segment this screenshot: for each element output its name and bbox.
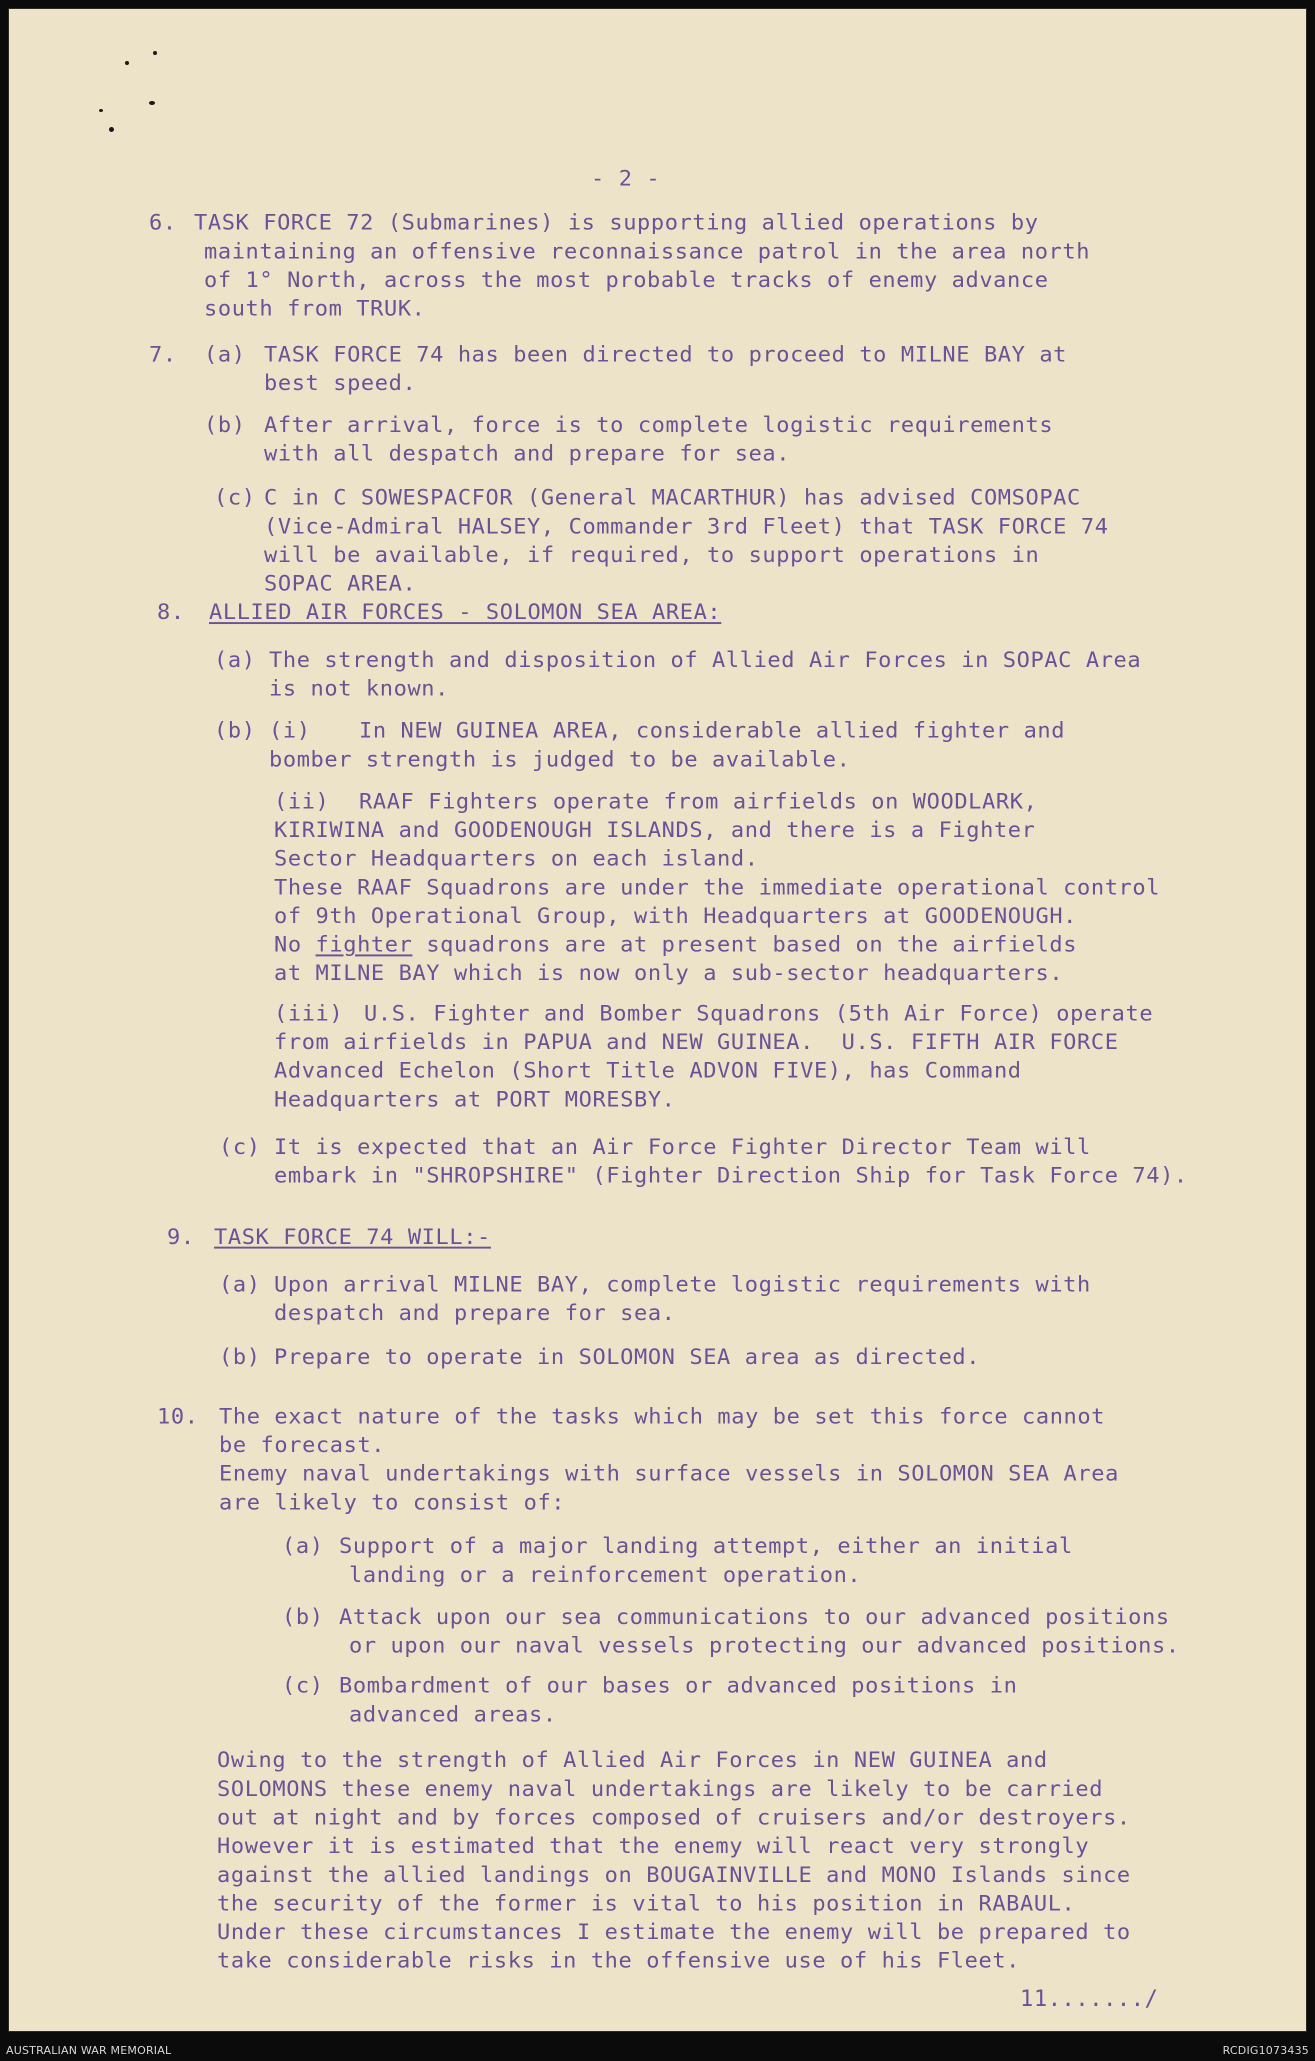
para-7c-line: SOPAC AREA. (264, 572, 417, 597)
para-8b-iii-label: (iii) (274, 1002, 344, 1027)
para-10-number: 10. (157, 1405, 199, 1430)
para-10-closing-line: against the allied landings on BOUGAINVILLE and MONO Islands since (217, 1863, 1131, 1888)
para-7c-line: will be available, if required, to support operations in (264, 543, 1040, 568)
punch-mark (109, 127, 114, 132)
para-7a-label: (a) (204, 343, 246, 368)
para-10c-line: advanced areas. (349, 1703, 557, 1728)
para-7a-line: best speed. (264, 371, 417, 396)
underlined-word: fighter (315, 933, 413, 958)
para-8b-label: (b) (214, 719, 256, 744)
para-10b-line: Attack upon our sea communications to our advanced positions (339, 1605, 1170, 1630)
para-9b-line: Prepare to operate in SOLOMON SEA area as directed. (274, 1346, 981, 1370)
punch-mark (153, 51, 157, 55)
para-8a-label: (a) (214, 648, 256, 673)
para-10-line: The exact nature of the tasks which may be set this force cannot (219, 1405, 1106, 1430)
para-10a-line: Support of a major landing attempt, either an initial (339, 1535, 1073, 1559)
para-8a-line: is not known. (269, 677, 449, 702)
para-8b-ii-line: at MILNE BAY which is now only a sub-sector headquarters. (274, 962, 1064, 986)
para-8b-iii-line: Advanced Echelon (Short Title ADVON FIVE), has Command (274, 1059, 1022, 1084)
para-6-line: south from TRUK. (204, 297, 426, 322)
para-9-heading: TASK FORCE 74 WILL:- (214, 1225, 491, 1250)
para-10-closing-line: Under these circumstances I estimate the enemy will be prepared to (217, 1920, 1131, 1945)
para-10c-line: Bombardment of our bases or advanced positions in (339, 1674, 1018, 1699)
para-7c-label: (c) (214, 486, 256, 511)
para-10a-label: (a) (282, 1535, 324, 1559)
para-9a-line: Upon arrival MILNE BAY, complete logistic requirements with (274, 1273, 1091, 1298)
para-9-number: 9. (167, 1225, 195, 1250)
para-8b-ii-line: RAAF Fighters operate from airfields on WOODLARK, (359, 790, 1038, 815)
para-10-line: are likely to consist of: (219, 1491, 566, 1516)
para-8-number: 8. (157, 601, 185, 625)
para-10-closing-line: SOLOMONS these enemy naval undertakings are likely to be carried (217, 1777, 1104, 1802)
page-number: - 2 - (591, 167, 661, 192)
para-7b-label: (b) (204, 413, 246, 438)
para-9a-line: despatch and prepare for sea. (274, 1302, 676, 1326)
para-10-line: Enemy naval undertakings with surface vessels in SOLOMON SEA Area (219, 1462, 1119, 1487)
footer-record-id: RCDIG1073435 (1222, 2044, 1309, 2057)
para-7b-line: with all despatch and prepare for sea. (264, 442, 791, 467)
para-8b-iii-line: U.S. Fighter and Bomber Squadrons (5th Air Force) operate (364, 1002, 1154, 1027)
para-9b-label: (b) (219, 1346, 261, 1370)
para-8c-line: embark in "SHROPSHIRE" (Fighter Direction Ship for Task Force 74). (274, 1164, 1188, 1189)
para-10-line: be forecast. (219, 1433, 386, 1458)
para-10c-label: (c) (282, 1674, 324, 1699)
para-10-closing-line: the security of the former is vital to his position in RABAUL. (217, 1892, 1076, 1917)
para-7a-line: TASK FORCE 74 has been directed to proceed to MILNE BAY at (264, 343, 1068, 368)
para-8b-i-line: bomber strength is judged to be available. (269, 748, 851, 773)
para-10a-line: landing or a reinforcement operation. (349, 1563, 862, 1588)
para-6-line: TASK FORCE 72 (Submarines) is supporting allied operations by (194, 211, 1039, 236)
para-8a-line: The strength and disposition of Allied Air Forces in SOPAC Area (269, 648, 1142, 673)
para-8b-ii-line (274, 932, 1077, 961)
para-10-closing-line: However it is estimated that the enemy will react very strongly (217, 1834, 1090, 1859)
footer-institution: AUSTRALIAN WAR MEMORIAL (6, 2044, 172, 2057)
punch-mark (125, 61, 129, 65)
para-7b-line: After arrival, force is to complete logistic requirements (264, 413, 1054, 438)
para-8b-ii-line: Sector Headquarters on each island. (274, 847, 759, 872)
para-10-closing-line: take considerable risks in the offensive use of his Fleet. (217, 1949, 1021, 1974)
para-10-closing-line: Owing to the strength of Allied Air Forces in NEW GUINEA and (217, 1749, 1048, 1773)
para-8b-i-label: (i) (269, 719, 311, 744)
para-8b-ii-line-end: squadrons are at present based on the airfields (412, 933, 1078, 958)
para-10b-line: or upon our naval vessels protecting our advanced positions. (349, 1634, 1180, 1659)
para-8b-ii-line: These RAAF Squadrons are under the immediate operational control (274, 876, 1161, 901)
para-6-line: maintaining an offensive reconnaissance patrol in the area north (204, 240, 1091, 264)
punch-mark (149, 101, 155, 105)
para-7-number: 7. (149, 343, 177, 368)
para-10-closing-line: out at night and by forces composed of cruisers and/or destroyers. (217, 1806, 1131, 1831)
para-10b-label: (b) (282, 1605, 324, 1630)
para-8b-iii-line: Headquarters at PORT MORESBY. (274, 1088, 676, 1113)
para-8c-line: It is expected that an Air Force Fighter Director Team will (274, 1135, 1091, 1160)
para-8b-i-line: In NEW GUINEA AREA, considerable allied fighter and (359, 719, 1066, 744)
para-6-line: of 1° North, across the most probable tracks of enemy advance (204, 268, 1049, 293)
para-7c-line: C in C SOWESPACFOR (General MACARTHUR) has advised COMSOPAC (264, 486, 1081, 511)
para-7c-line: (Vice-Admiral HALSEY, Commander 3rd Fleet) that TASK FORCE 74 (264, 515, 1109, 540)
para-8c-label: (c) (219, 1135, 261, 1160)
para-8b-ii-line-start: No (274, 933, 316, 958)
para-9a-label: (a) (219, 1273, 261, 1298)
punch-mark (99, 109, 103, 112)
para-8b-ii-line: of 9th Operational Group, with Headquarters at GOODENOUGH. (274, 904, 1078, 929)
para-8b-iii-line: from airfields in PAPUA and NEW GUINEA. U.S. FIFTH AIR FORCE (274, 1030, 1119, 1055)
para-8b-ii-label: (ii) (274, 790, 330, 815)
continuation-marker: 11......./ (1020, 1987, 1159, 2012)
para-8-heading: ALLIED AIR FORCES - SOLOMON SEA AREA: (209, 601, 722, 625)
para-6-number: 6. (149, 211, 177, 236)
para-8b-ii-line: KIRIWINA and GOODENOUGH ISLANDS, and there is a Fighter (274, 818, 1036, 843)
document-page (8, 8, 1307, 2032)
